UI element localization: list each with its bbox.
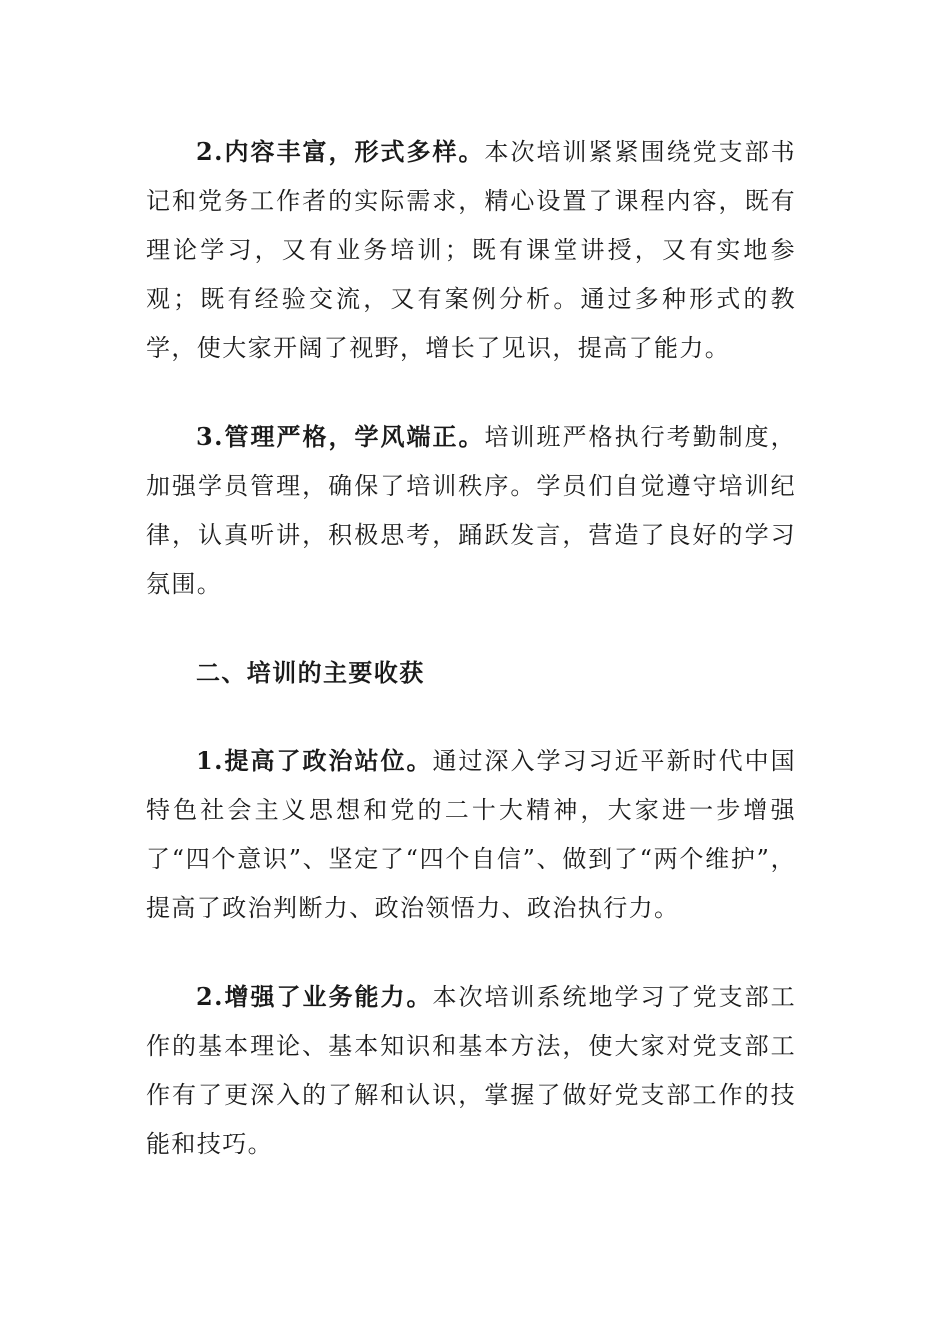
paragraph-body: 培训班严格执行考勤制度，加强学员管理，确保了培训秩序。学员们自觉遵守培训纪律，认真听讲，积极思考，踊跃发言，营造了良好的学习氛围。	[146, 423, 796, 598]
paragraph-lead: 1.提高了政治站位。	[196, 746, 433, 775]
paragraph-political-stance	[146, 736, 796, 933]
paragraph-content-form	[146, 127, 796, 373]
paragraph-body: 本次培训紧紧围绕党支部书记和党务工作者的实际需求，精心设置了课程内容，既有理论学习，又有业务培训；既有课堂讲授，又有实地参观；既有经验交流，又有案例分析。通过多种形式的教学，使大家开阔了视野，增长了见识，提高了能力。	[146, 138, 796, 362]
paragraph-lead: 3.管理严格，学风端正。	[196, 422, 485, 451]
paragraph-management	[146, 412, 796, 609]
paragraph-lead: 2.内容丰富，形式多样。	[196, 137, 485, 166]
document-page	[146, 127, 796, 1208]
section-heading: 二、培训的主要收获	[196, 658, 425, 687]
paragraph-body: 本次培训系统地学习了党支部工作的基本理论、基本知识和基本方法，使大家对党支部工作有了更深入的了解和认识，掌握了做好党支部工作的技能和技巧。	[146, 983, 796, 1158]
paragraph-lead: 2.增强了业务能力。	[196, 982, 433, 1011]
paragraph-business-ability	[146, 972, 796, 1169]
paragraph-body: 通过深入学习习近平新时代中国特色社会主义思想和党的二十大精神，大家进一步增强了“四个意识”、坚定了“四个自信”、做到了“两个维护”，提高了政治判断力、政治领悟力、政治执行力。	[146, 747, 796, 922]
